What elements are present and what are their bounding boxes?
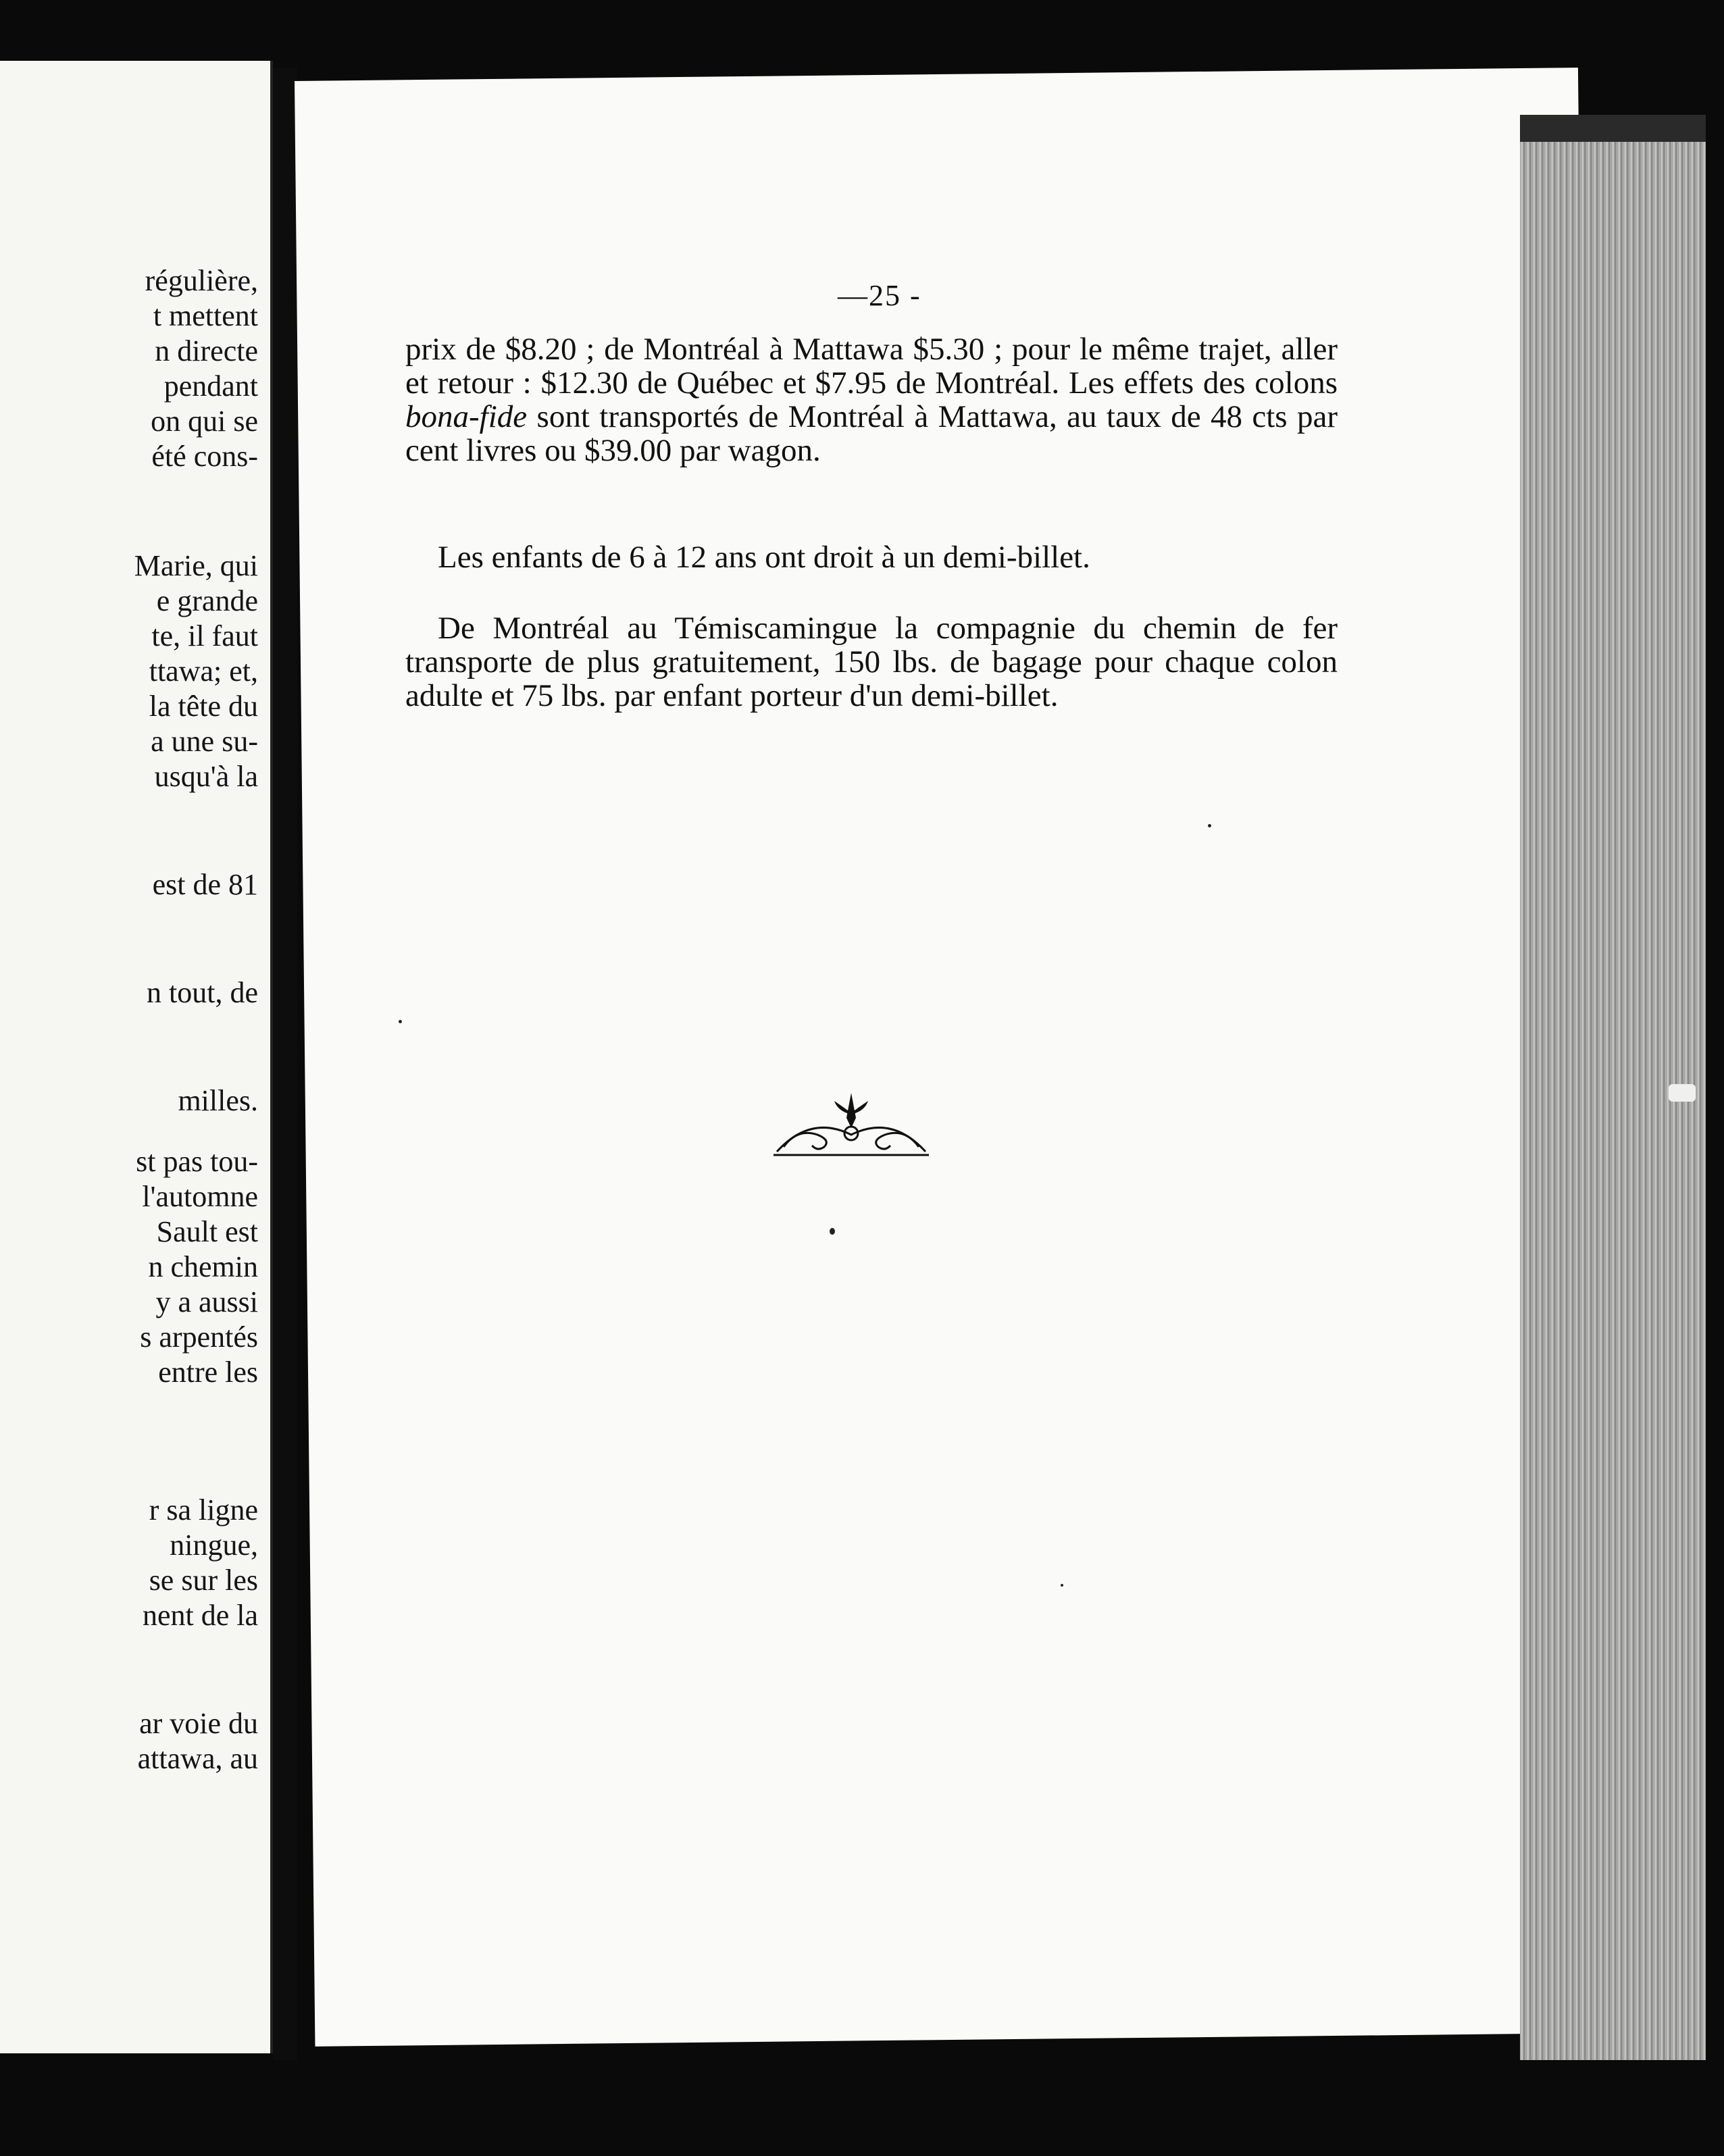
previous-page-line: t mettent: [153, 299, 258, 332]
previous-page-line: milles.: [178, 1084, 258, 1117]
previous-page-line: ar voie du: [139, 1707, 258, 1740]
previous-page-line: n tout, de: [147, 976, 258, 1009]
previous-page-line: ttawa; et,: [149, 654, 258, 688]
baggage-text: De Montréal au Témiscamingue la compagnie du chemin de fer transporte de plus gratuitement, 150 lbs. de bagage pour chaque colon adulte et 75 lbs. par enfant porteur d'un demi-billet.: [405, 611, 1338, 713]
previous-page-line: Marie, qui: [134, 549, 258, 582]
fares-text-italic: bona-fide: [405, 399, 528, 434]
fares-text-start: prix de $8.20 ; de Montréal à Mattawa $5.30 ; pour le même trajet, aller et retour : $12.30 de Québec et $7.95 de Montréal. Les effets des colons: [405, 332, 1338, 401]
paper-speck: [830, 1228, 835, 1235]
previous-page: [0, 61, 273, 2053]
previous-page-line: pendant: [163, 369, 258, 403]
previous-page-line: été cons-: [151, 440, 258, 473]
previous-page-line: n chemin: [148, 1250, 258, 1283]
previous-page-line: nent de la: [142, 1599, 258, 1632]
previous-page-line: usqu'à la: [154, 760, 258, 793]
previous-page-line: attawa, au: [137, 1742, 258, 1775]
previous-page-line: entre les: [158, 1356, 258, 1389]
previous-page-line: n directe: [155, 334, 258, 367]
previous-page-line: la tête du: [149, 690, 258, 723]
previous-page-line: s arpentés: [140, 1320, 258, 1354]
book-gutter: [273, 68, 297, 2060]
paragraph-children: [405, 540, 1338, 574]
fares-text-end: sont transportés de Montréal à Mattawa, au taux de 48 cts par cent livres ou $39.00 par wagon.: [405, 399, 1338, 468]
paper-speck: [1208, 824, 1211, 827]
previous-page-line: te, il faut: [151, 619, 258, 652]
paper-speck: [1061, 1584, 1063, 1587]
previous-page-line: y a aussi: [155, 1285, 258, 1318]
previous-page-line: e grande: [156, 584, 258, 617]
fleuron-ornament-icon: [770, 1087, 932, 1162]
paragraph-baggage: [405, 611, 1338, 713]
previous-page-line: l'automne: [142, 1180, 258, 1213]
previous-page-line: st pas tou-: [136, 1145, 258, 1178]
page-number: —25 -: [838, 279, 921, 312]
previous-page-line: Sault est: [156, 1215, 258, 1248]
paper-speck: [399, 1020, 402, 1023]
previous-page-line: est de 81: [152, 868, 258, 901]
children-text: Les enfants de 6 à 12 ans ont droit à un demi-billet.: [438, 540, 1090, 575]
previous-page-line: ningue,: [170, 1529, 258, 1562]
paper-tab: [1669, 1084, 1696, 1102]
previous-page-line: régulière,: [145, 264, 258, 297]
previous-page-line: on qui se: [151, 405, 258, 438]
page-edges-top: [1520, 115, 1706, 142]
previous-page-line: r sa ligne: [149, 1493, 258, 1526]
previous-page-line: se sur les: [149, 1564, 258, 1597]
previous-page-line: a une su-: [151, 725, 258, 758]
paragraph-fares: [405, 332, 1338, 467]
